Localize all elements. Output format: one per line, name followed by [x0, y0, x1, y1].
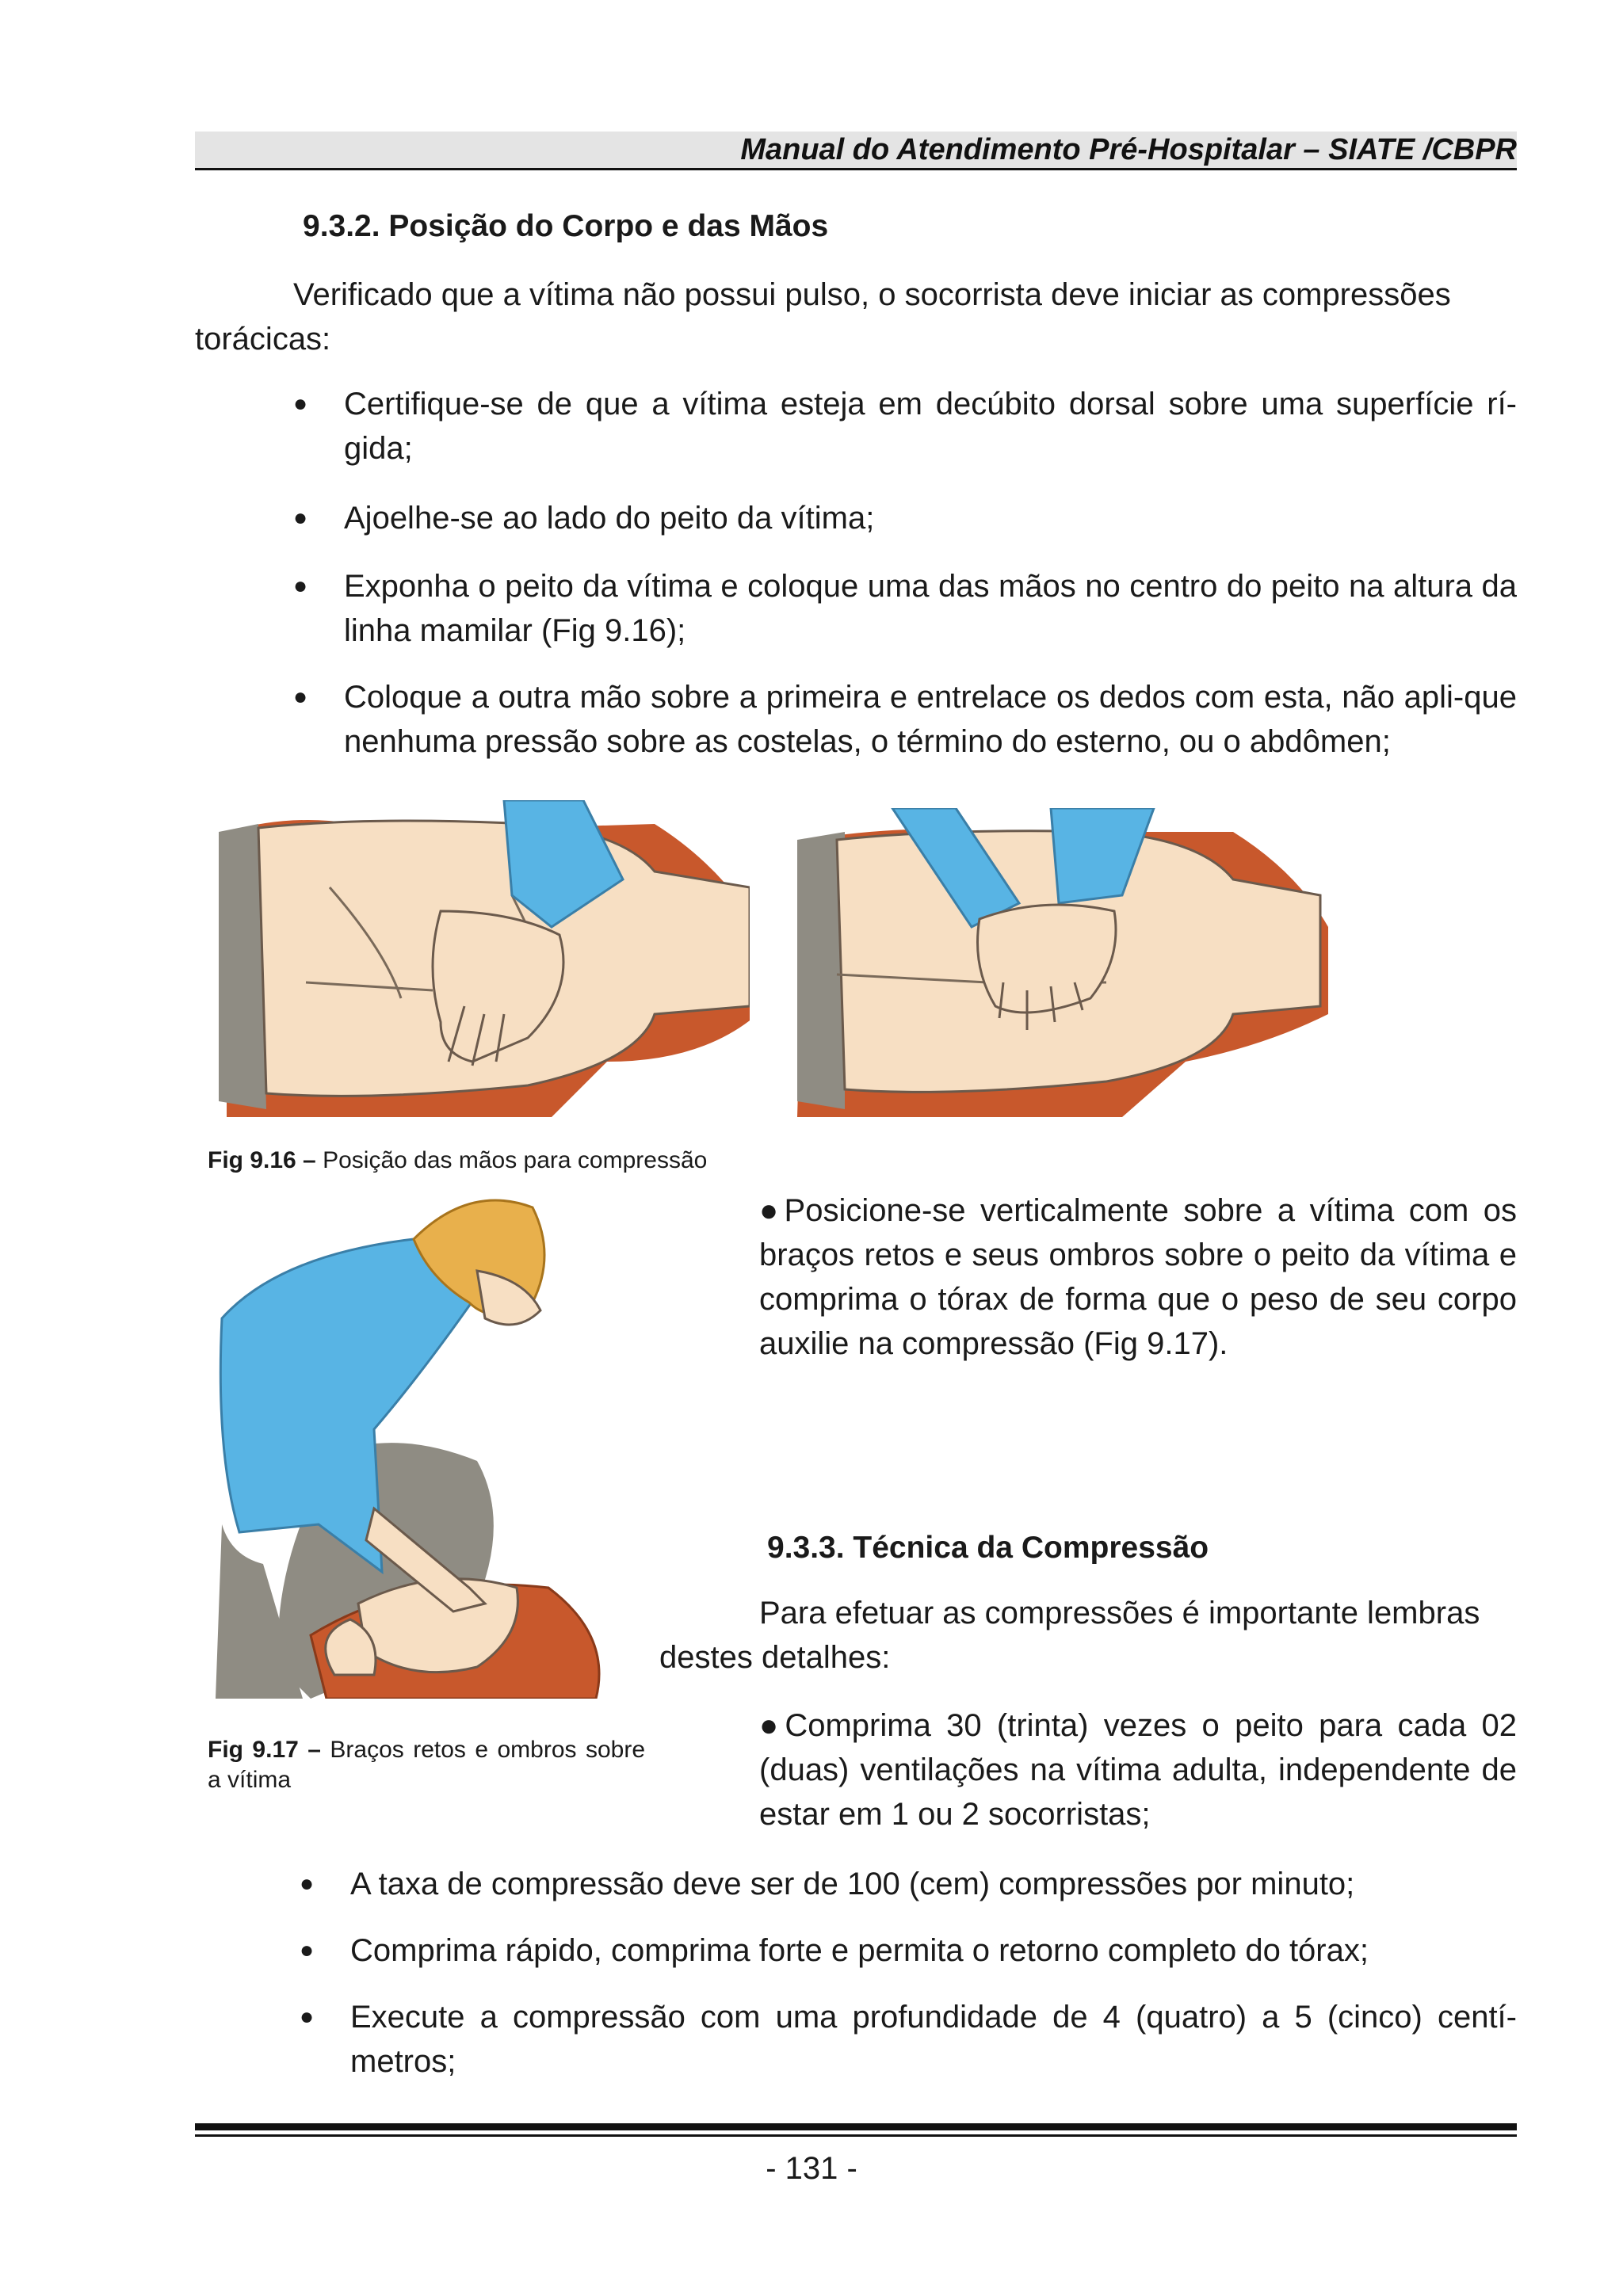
- bullet-item: [293, 564, 1517, 653]
- section-heading-932: 9.3.2. Posição do Corpo e das Mãos: [303, 209, 829, 243]
- bullet-dot-icon: ●: [293, 573, 308, 599]
- posicione-paragraph: ●Posicione-se verticalmente sobre a vítima com os braços retos e seus ombros sobre o peito da vítima e comprima o tórax de forma que o peso de seu corpo auxilie na compressão (Fig 9.17).: [759, 1193, 1517, 1361]
- bullet-item: [293, 382, 1517, 471]
- footer-rule-thin: [195, 2134, 1517, 2137]
- bullet-item: [300, 1862, 1517, 1906]
- bullet-text: A taxa de compressão deve ser de 100 (cem) compressões por minuto;: [350, 1867, 1355, 1901]
- bullet-dot-icon: ●: [300, 1937, 315, 1963]
- section-heading-933: 9.3.3. Técnica da Compressão: [767, 1531, 1209, 1565]
- figure-917-label: Fig 9.17 –: [208, 1737, 321, 1763]
- figure-916-caption: [208, 1146, 707, 1176]
- header-rule: [195, 168, 1517, 170]
- bullet-item: [300, 1995, 1517, 2084]
- comprima-paragraph: ●Comprima 30 (trinta) vezes o peito para cada 02 (duas) ventilações na vítima adulta, independente de estar em 1 ou 2 socorristas;: [759, 1708, 1517, 1832]
- intro-line-1: Verificado que a vítima não possui pulso, o socorrista deve iniciar as compressões: [293, 277, 1451, 312]
- figure-917-rescuer-illustration: [216, 1192, 659, 1699]
- bullet-item: [293, 496, 1517, 540]
- bullet-text: Coloque a outra mão sobre a primeira e entrelace os dedos com esta, não apli-que nenhuma pressão sobre as costelas, o término do esterno, ou o abdômen;: [344, 680, 1517, 759]
- figure-916-interlaced-hands-illustration: [789, 808, 1328, 1117]
- figure-916-label: Fig 9.16 –: [208, 1147, 316, 1173]
- bullet-dot-icon: ●: [300, 1871, 315, 1897]
- bullet-dot-icon: ●: [300, 2004, 315, 2030]
- bullet-text: Ajoelhe-se ao lado do peito da vítima;: [344, 501, 875, 536]
- bullet-dot-icon: ●: [293, 505, 308, 531]
- bullet-item: [300, 1928, 1517, 1973]
- bullet-text: Exponha o peito da vítima e coloque uma das mãos no centro do peito na altura da linha mamilar (Fig 9.16);: [344, 569, 1517, 648]
- bullet-dot-icon: ●: [293, 684, 308, 710]
- intro-line-2: torácicas:: [195, 322, 331, 357]
- figure-917-text: Braços retos e ombros sobre a vítima: [208, 1737, 646, 1793]
- figure-916-text: Posição das mãos para compressão: [323, 1147, 708, 1173]
- bullet-text: Comprima rápido, comprima forte e permita o retorno completo do tórax;: [350, 1933, 1369, 1968]
- figure-917-caption: [208, 1735, 645, 1795]
- bullet-text: Certifique-se de que a vítima esteja em decúbito dorsal sobre uma superfície rí-gida;: [344, 387, 1517, 466]
- header-title: Manual do Atendimento Pré-Hospitalar – SIATE /CBPR: [740, 133, 1517, 166]
- section-933-intro-line-1: Para efetuar as compressões é importante lembras: [759, 1596, 1480, 1630]
- section-933-intro-line-2: destes detalhes:: [659, 1640, 891, 1675]
- bullet-item: [293, 675, 1517, 764]
- bullet-text: Execute a compressão com uma profundidade de 4 (quatro) a 5 (cinco) centí-metros;: [350, 2000, 1517, 2079]
- figure-916-hand-illustration: [211, 800, 750, 1117]
- footer-rule-thick: [195, 2123, 1517, 2130]
- page-number: - 131 -: [766, 2151, 857, 2186]
- bullet-dot-icon: ●: [293, 391, 308, 417]
